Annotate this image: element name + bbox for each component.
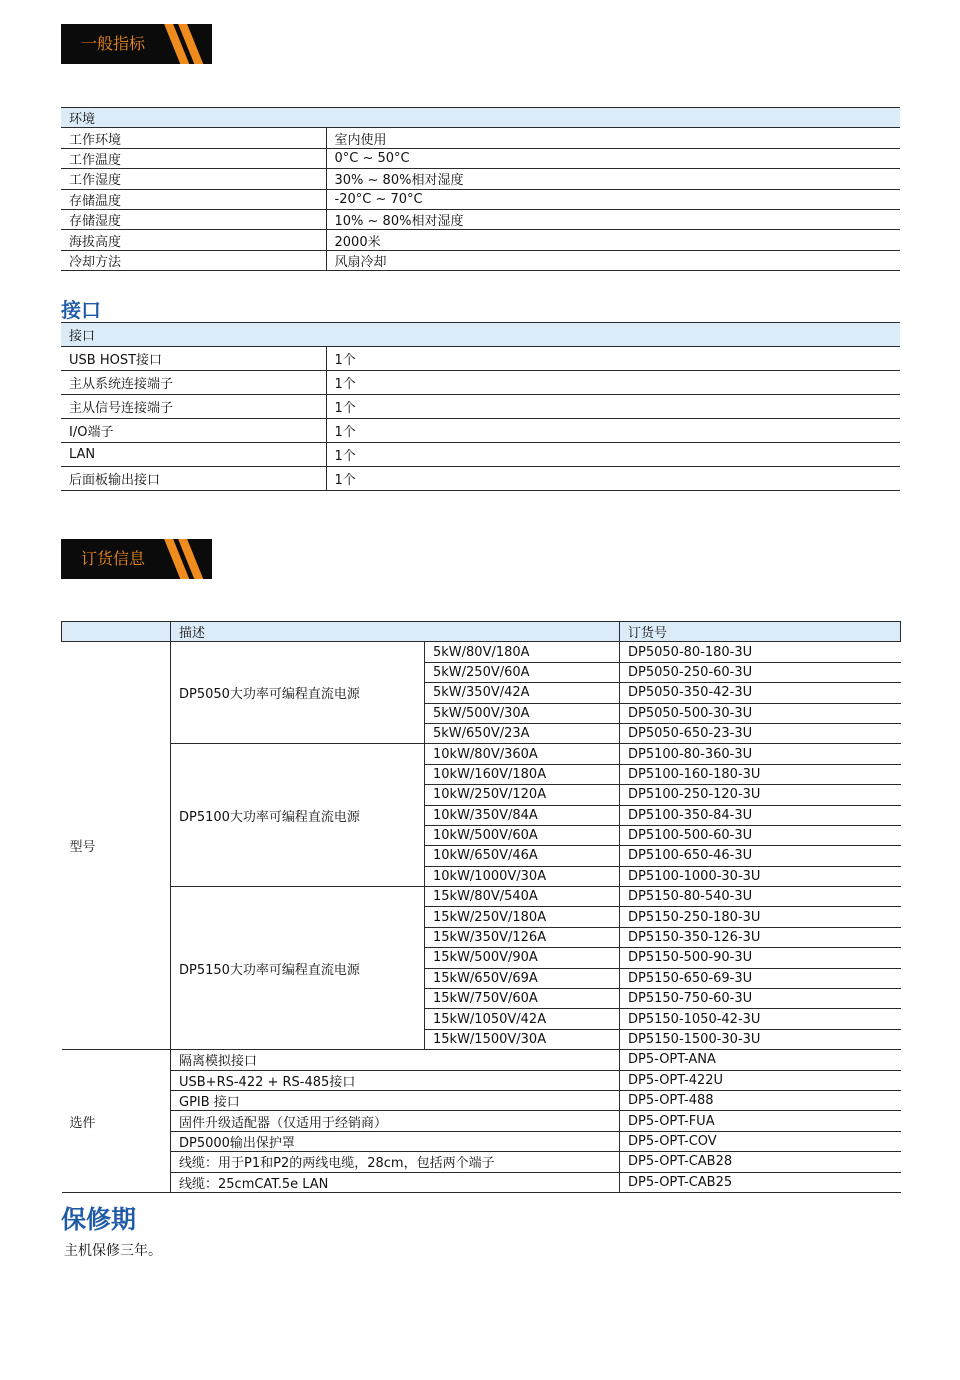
table-row — [62, 642, 901, 662]
table-row — [61, 128, 900, 148]
order-code-cell: DP5-OPT-FUA — [620, 1111, 901, 1131]
header-cell-order-number: 订货号 — [620, 622, 901, 642]
table-row — [61, 371, 900, 395]
row-value: 1个 — [326, 419, 900, 443]
interface-table — [61, 322, 900, 491]
spec-cell: 5kW/500V/30A — [425, 703, 620, 723]
order-code-cell: DP5150-80-540-3U — [620, 887, 901, 907]
table-row — [61, 395, 900, 419]
order-code-cell: DP5050-250-60-3U — [620, 662, 901, 682]
table-row — [61, 169, 900, 189]
table-header-cell: 接口 — [61, 323, 900, 347]
row-value: 0°C ~ 50°C — [326, 148, 900, 168]
row-label: 冷却方法 — [61, 250, 326, 270]
row-label: 海拔高度 — [61, 230, 326, 250]
table-row — [62, 1152, 901, 1172]
order-code-cell: DP5-OPT-CAB28 — [620, 1152, 901, 1172]
ordering-table — [61, 621, 901, 1193]
table-row — [61, 209, 900, 229]
order-code-cell: DP5-OPT-CAB25 — [620, 1172, 901, 1192]
spec-cell: 10kW/350V/84A — [425, 805, 620, 825]
spec-cell: 15kW/250V/180A — [425, 907, 620, 927]
spec-cell: 15kW/1050V/42A — [425, 1009, 620, 1029]
spec-cell: 10kW/80V/360A — [425, 744, 620, 764]
row-label: 工作湿度 — [61, 169, 326, 189]
table-row — [62, 1090, 901, 1110]
row-value: 1个 — [326, 443, 900, 467]
order-code-cell: DP5050-80-180-3U — [620, 642, 901, 662]
row-value: 10% ~ 80%相对湿度 — [326, 209, 900, 229]
table-row — [62, 1070, 901, 1090]
order-code-cell: DP5100-350-84-3U — [620, 805, 901, 825]
row-value: 30% ~ 80%相对湿度 — [326, 169, 900, 189]
option-description-cell: 线缆：用于P1和P2的两线电缆，28cm，包括两个端子 — [171, 1152, 620, 1172]
table-row — [62, 1111, 901, 1131]
order-code-cell: DP5100-650-46-3U — [620, 846, 901, 866]
order-code-cell: DP5100-1000-30-3U — [620, 866, 901, 886]
option-description-cell: USB+RS-422 + RS-485接口 — [171, 1070, 620, 1090]
option-description-cell: DP5000输出保护罩 — [171, 1131, 620, 1151]
table-row — [62, 1172, 901, 1192]
option-description-cell: GPIB 接口 — [171, 1090, 620, 1110]
spec-cell: 5kW/250V/60A — [425, 662, 620, 682]
row-value: 1个 — [326, 371, 900, 395]
spec-cell: 15kW/500V/90A — [425, 948, 620, 968]
spec-cell: 15kW/650V/69A — [425, 968, 620, 988]
spec-cell: 15kW/350V/126A — [425, 927, 620, 947]
spec-cell: 10kW/250V/120A — [425, 785, 620, 805]
table-row — [61, 148, 900, 168]
table-row — [61, 230, 900, 250]
table-row — [61, 443, 900, 467]
order-code-cell: DP5100-80-360-3U — [620, 744, 901, 764]
spec-cell: 15kW/750V/60A — [425, 989, 620, 1009]
table-header-row — [61, 323, 900, 347]
order-code-cell: DP5100-160-180-3U — [620, 764, 901, 784]
order-code-cell: DP5100-250-120-3U — [620, 785, 901, 805]
order-code-cell: DP5150-650-69-3U — [620, 968, 901, 988]
option-description-cell: 线缆：25cmCAT.5e LAN — [171, 1172, 620, 1192]
row-value: 1个 — [326, 347, 900, 371]
table-row — [61, 467, 900, 491]
header-cell-blank — [62, 622, 171, 642]
row-value: 1个 — [326, 395, 900, 419]
spec-cell: 10kW/500V/60A — [425, 825, 620, 845]
header-cell-description: 描述 — [171, 622, 620, 642]
order-code-cell: DP5-OPT-ANA — [620, 1050, 901, 1070]
order-code-cell: DP5150-1050-42-3U — [620, 1009, 901, 1029]
row-label: 工作温度 — [61, 148, 326, 168]
table-row — [62, 1050, 901, 1070]
row-value: 风扇冷却 — [326, 250, 900, 270]
product-name-cell: DP5150大功率可编程直流电源 — [171, 887, 425, 1050]
section-title-interface: 接口 — [61, 298, 101, 322]
table-header-cell: 环境 — [61, 108, 900, 128]
order-code-cell: DP5150-1500-30-3U — [620, 1029, 901, 1049]
order-code-cell: DP5150-350-126-3U — [620, 927, 901, 947]
table-header-row — [62, 622, 901, 642]
option-description-cell: 固件升级适配器（仅适用于经销商） — [171, 1111, 620, 1131]
row-label: 主从信号连接端子 — [61, 395, 326, 419]
order-code-cell: DP5150-250-180-3U — [620, 907, 901, 927]
product-name-cell: DP5100大功率可编程直流电源 — [171, 744, 425, 887]
row-value: -20°C ~ 70°C — [326, 189, 900, 209]
row-label: 存储温度 — [61, 189, 326, 209]
spec-cell: 10kW/650V/46A — [425, 846, 620, 866]
table-row — [61, 250, 900, 270]
section-banner-general — [61, 24, 212, 64]
section-title-warranty: 保修期 — [61, 1205, 137, 1234]
table-row — [62, 887, 901, 907]
row-label: I/O端子 — [61, 419, 326, 443]
spec-cell: 10kW/160V/180A — [425, 764, 620, 784]
row-label: 后面板输出接口 — [61, 467, 326, 491]
order-code-cell: DP5050-350-42-3U — [620, 683, 901, 703]
row-label: LAN — [61, 443, 326, 467]
table-row — [61, 419, 900, 443]
row-label: 工作环境 — [61, 128, 326, 148]
row-label: 存储湿度 — [61, 209, 326, 229]
order-code-cell: DP5150-750-60-3U — [620, 989, 901, 1009]
row-label: USB HOST接口 — [61, 347, 326, 371]
spec-cell: 10kW/1000V/30A — [425, 866, 620, 886]
spec-cell: 15kW/1500V/30A — [425, 1029, 620, 1049]
option-description-cell: 隔离模拟接口 — [171, 1050, 620, 1070]
row-value: 室内使用 — [326, 128, 900, 148]
order-code-cell: DP5-OPT-COV — [620, 1131, 901, 1151]
order-code-cell: DP5150-500-90-3U — [620, 948, 901, 968]
banner-title: 一般指标 — [81, 34, 146, 53]
model-label-cell: 型号 — [62, 642, 171, 1050]
row-value: 1个 — [326, 467, 900, 491]
warranty-text: 主机保修三年。 — [64, 1243, 162, 1259]
table-row — [62, 1131, 901, 1151]
order-code-cell: DP5100-500-60-3U — [620, 825, 901, 845]
order-code-cell: DP5050-650-23-3U — [620, 723, 901, 743]
options-label-cell: 选件 — [62, 1050, 171, 1193]
environment-table — [61, 107, 900, 271]
banner-title: 订货信息 — [81, 549, 146, 568]
row-label: 主从系统连接端子 — [61, 371, 326, 395]
order-code-cell: DP5050-500-30-3U — [620, 703, 901, 723]
product-name-cell: DP5050大功率可编程直流电源 — [171, 642, 425, 744]
spec-cell: 5kW/80V/180A — [425, 642, 620, 662]
table-header-row — [61, 108, 900, 128]
row-value: 2000米 — [326, 230, 900, 250]
order-code-cell: DP5-OPT-422U — [620, 1070, 901, 1090]
spec-cell: 15kW/80V/540A — [425, 887, 620, 907]
order-code-cell: DP5-OPT-488 — [620, 1090, 901, 1110]
table-row — [61, 189, 900, 209]
spec-cell: 5kW/350V/42A — [425, 683, 620, 703]
spec-cell: 5kW/650V/23A — [425, 723, 620, 743]
table-row — [62, 744, 901, 764]
table-row — [61, 347, 900, 371]
section-banner-ordering — [61, 539, 212, 579]
